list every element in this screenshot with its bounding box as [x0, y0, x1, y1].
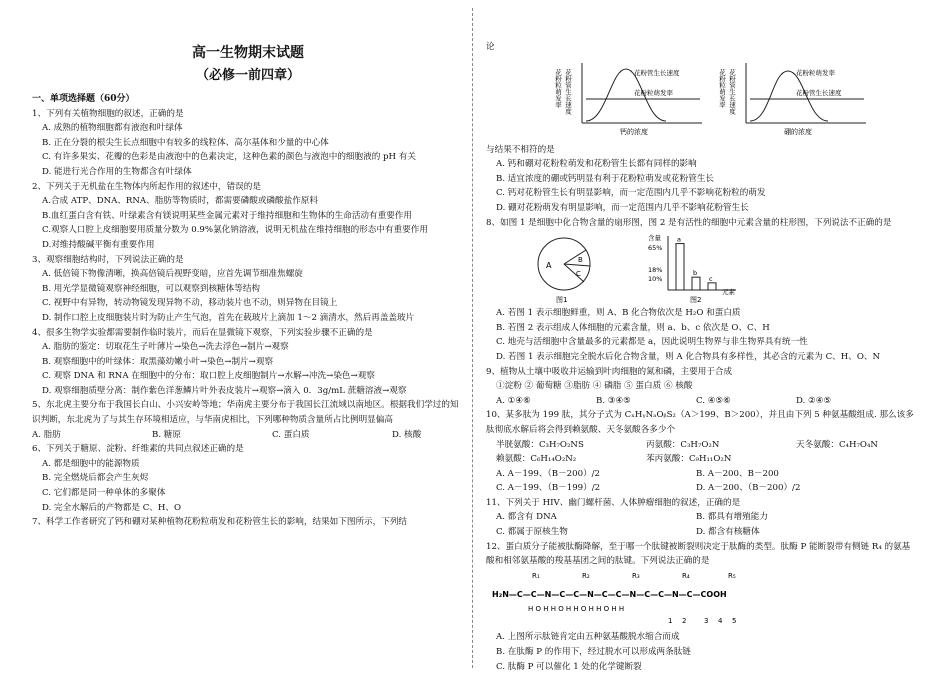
amino-acid-lys: 赖氨酸：C₆H₁₄O₂N₂ [496, 454, 577, 465]
question-1 [32, 107, 464, 180]
option-b: B. 完全燃烧后都会产生灰烬 [42, 473, 149, 484]
bar-b [692, 277, 700, 290]
pie-label-a: A [546, 261, 552, 271]
graph1-curve2-label: 花粉粒萌发率 [634, 88, 673, 97]
option-d: D.对维持酸碱平衡有重要作用 [42, 239, 155, 250]
question-stem: 2、下列关于无机盐在生物体内所起作用的叙述中，错误的是 [32, 181, 261, 192]
question-8 [486, 216, 914, 365]
graph1-xlabel: 钙的浓度 [620, 127, 648, 136]
option-a: A. ①④⑥ [496, 395, 531, 406]
arrow-4: 4 [718, 616, 723, 625]
peptide-substituents: H O H H O H H O H H O H H [528, 604, 625, 613]
amino-acids-row-1 [486, 438, 914, 453]
graph1-curve1-label: 花粉管生长速度 [634, 68, 680, 77]
arrow-3: 3 [704, 616, 709, 625]
question-stem: 6、下列关于糖原、淀粉、纤维素的共同点叙述正确的是 [32, 444, 244, 455]
options-row-1 [486, 467, 914, 482]
q7-option-b: B. 适宜浓度的硼或钙明显有利于花粉粒萌发或花粉管生长 [496, 173, 715, 184]
options-row-1 [486, 510, 914, 525]
question-stem: 10、某多肽为 199 肽，其分子式为 CₓHᵧNₐOᵦS₂（A＞199、B＞200），并且由下列 5 种氨基酸组成. 那么该多肽彻底水解后将会得到赖氨酸、天冬氨酸各多少个 [486, 410, 914, 435]
option-a: A. 脂肪的鉴定：切取花生子叶薄片→染色→洗去浮色→制片→观察 [42, 342, 289, 353]
bar-figure [646, 232, 756, 304]
option-c: C. 地壳与活细胞中含量最多的元素都是 a，因此说明生物界与非生物界具有统一性 [496, 337, 808, 348]
question-stem: 1、下列有关植物细胞的叙述，正确的是 [32, 108, 184, 119]
option-b: B. ③④⑤ [596, 395, 631, 406]
option-b: B. A－200、B－200 [696, 468, 779, 479]
question-stem: 9、植物从土壤中吸收并运输到叶肉细胞的氮和磷，主要用于合成 [486, 366, 733, 377]
question-stem: 8、如图 1 是细胞中化合物含量的扇形图，图 2 是有活性的细胞中元素含量的柱形图，下列说法不正确的是 [486, 217, 892, 228]
section-heading: 一、单项选择题（60分） [32, 94, 135, 104]
question-10 [486, 408, 914, 496]
bar-marks [676, 236, 716, 290]
question-stem: 3、观察细胞结构时，下列说法正确的是 [32, 254, 184, 265]
option-a: A. 都是细胞中的能源物质 [42, 458, 140, 469]
option-a: A. 都含有 DNA [496, 512, 557, 523]
arrow-1: 1 [668, 616, 673, 625]
option-b: B. 糖原 [152, 429, 181, 440]
amino-acid-asp: 天冬氨酸：C₄H₇O₄N [796, 439, 878, 450]
option-c: C. 蛋白质 [272, 429, 310, 440]
boron-graph [720, 59, 870, 137]
q7-option-d: D. 硼对花粉萌发有明显影响，而一定范围内几乎不影响花粉管生长 [496, 202, 749, 213]
option-a: A. 低倍镜下物像清晰，换高倍镜后视野变暗，应首先调节细准焦螺旋 [42, 269, 303, 280]
bar-caption: 图2 [690, 296, 702, 305]
question-5 [32, 398, 464, 442]
question-stem: 4、很多生物学实验都需要制作临时装片，而后在显微镜下观察，下列实验步骤不正确的是 [32, 327, 373, 338]
question-7-stem: 7、科学工作者研究了钙和硼对某种植物花粉粒萌发和花粉管生长的影响，结果如下图所示，下列结 [32, 517, 408, 528]
bar-label-b: b [693, 269, 698, 278]
bar-xlabel: 元素 [722, 288, 735, 297]
option-d: D. 完全水解后的产物都是 C、H、O [42, 502, 182, 513]
option-a: A.合成 ATP、DNA、RNA、脂肪等物质时，都需要磷酸或磷酸盐作原料 [42, 196, 318, 207]
question-stem: 12、蛋白质分子能被肽酶降解，至于哪一个肽键被断裂则决定于肽酶的类型。肽酶 P 能断裂带有侧链 R₄ 的氨基酸和相邻氨基酸的羧基基团之间的肽键。下列说法正确的是 [486, 541, 911, 567]
question-stem: 11、下列关于 HIV、幽门螺杆菌、人体肿瘤细胞的叙述，正确的是 [486, 497, 741, 508]
option-c: C. 它们都是同一种单体的多聚体 [42, 488, 166, 499]
option-c: C. 有许多果实、花瓣的色彩是由液泡中的色素决定，这种色素的颜色与液泡中的细胞液的 pH 有关 [42, 152, 416, 163]
question-9 [486, 365, 914, 409]
option-a: A. 成熟的植物细胞都有液泡和叶绿体 [42, 123, 183, 134]
option-c: C. A－199、（B－199）/2 [496, 483, 601, 494]
option-b: B. 用光学显微镜观察神经细胞，可以观察到核糖体等结构 [42, 283, 261, 294]
option-d: D. 观察细胞质壁分离：制作紫色洋葱鳞片叶外表皮装片→观察→滴入 0．3g/mL 蔗糖溶液→观察 [42, 385, 407, 396]
option-c: C. 肽酶 P 可以催化 1 处的化学键断裂 [496, 661, 642, 672]
bar-label-c: c [709, 275, 713, 284]
pie-line-3 [564, 264, 584, 282]
pie-label-b: B [578, 256, 583, 265]
option-c: C. ④⑤⑥ [696, 395, 731, 406]
question-stem: 5、东北虎主要分布于我国长白山、小兴安岭等地；华南虎主要分布于我国长江流域以南地区。根据我们学过的知识判断，东北虎为了与其生存环境相适应，与华南虎相比，下列哪种物质含量所占比例明显偏高 [32, 400, 459, 426]
option-c: C. 观察 DNA 和 RNA 在细胞中的分布：取口腔上皮细胞制片→水解→冲洗→染色→观察 [42, 371, 375, 382]
question-3 [32, 253, 464, 326]
arrow-2: 2 [682, 616, 687, 625]
pie-caption: 图1 [556, 296, 568, 305]
options-row [486, 394, 914, 409]
options-row-2 [486, 525, 914, 540]
pie-figure [526, 232, 606, 304]
option-d: D. 若图 1 表示细胞完全脱水后化合物含量，则 A 化合物具有多样性，其必含的元素为 C、H、O、N [496, 351, 880, 362]
graph2-curve2-label: 花粉管生长速度 [796, 88, 842, 97]
column-divider [472, 8, 473, 668]
option-a: A. 若图 1 表示细胞鲜重，则 A、B 化合物依次是 H₂O 和蛋白质 [496, 308, 741, 319]
graph1-ylabel-b: 花粉管生长速度 [564, 68, 572, 115]
options-row [32, 428, 464, 443]
q7-graphs [556, 59, 914, 137]
q9-items: ①淀粉 ② 葡萄糖 ③脂肪 ④ 磷脂 ⑤ 蛋白质 ⑥ 核酸 [496, 381, 693, 392]
question-2 [32, 180, 464, 253]
graph1-ylabel-a: 花粉粒萌发率 [554, 68, 562, 108]
option-b: B. 观察细胞中的叶绿体：取黑藻幼嫩小叶→染色→制片→观察 [42, 356, 274, 367]
q7-option-a: A. 钙和硼对花粉粒萌发和花粉管生长都有同样的影响 [496, 159, 697, 170]
option-a: A. 脂肪 [32, 429, 61, 440]
r-label-3: R₃ [632, 571, 640, 580]
option-d: D. 制作口腔上皮细胞装片时为防止产生气泡，首先在载玻片上滴加 1～2 滴清水，然后再盖盖玻片 [42, 312, 415, 323]
peptide-chain: H₂N—C—C—N—C—C—N—C—C—N—C—C—N—C—COOH [492, 589, 727, 599]
pie-label-c: C [576, 270, 581, 279]
pie-line-2 [564, 264, 590, 266]
option-b: B.血红蛋白含有铁、叶绿素含有镁说明某些金属元素对于维持细胞和生物体的生命活动有重要作用 [42, 210, 412, 221]
amino-acid-ala: 丙氨酸：C₃H₇O₂N [646, 439, 720, 450]
left-column [32, 42, 464, 530]
option-d: D. 核酸 [392, 429, 422, 440]
bar-tick-1: 65% [648, 244, 663, 253]
option-b: B. 若图 2 表示组成人体细胞的元素含量，则 a、b、c 依次是 O、C、H [496, 322, 770, 333]
arrow-5: 5 [732, 616, 737, 625]
bar-tick-3: 10% [648, 275, 663, 284]
question-7-continued-2: 与结果不相符的是 [486, 144, 555, 155]
option-d: D. A－200、（B－200）/2 [696, 483, 801, 494]
question-6 [32, 442, 464, 515]
option-c: C.观察人口腔上皮细胞要用质量分数为 0.9%氯化钠溶液，说明无机盐在维持细胞的形态中有重要作用 [42, 225, 428, 236]
option-b: B. 都具有增殖能力 [696, 512, 768, 523]
option-d: D. 都含有核糖体 [696, 527, 760, 538]
option-b: B. 正在分裂的根尖生长点细胞中有较多的线粒体、高尔基体和少量的中心体 [42, 137, 329, 148]
option-c: C. 都属于原核生物 [496, 527, 568, 538]
exam-title: 高一生物期末试题 [192, 45, 304, 61]
bar-a [676, 244, 684, 290]
question-12 [486, 540, 914, 674]
r-label-1: R₁ [532, 571, 540, 580]
option-a: A. 上图所示肽链肯定由五种氨基酸脱水缩合而成 [496, 632, 680, 643]
graph2-ylabel-b: 花粉管生长速度 [728, 68, 736, 115]
q8-figures [526, 232, 914, 304]
question-11 [486, 496, 914, 540]
r-label-5: R₅ [728, 571, 736, 580]
option-b: B. 在肽酶 P 的作用下，经过脱水可以形成两条肽链 [496, 647, 691, 658]
bar-label-a: a [677, 235, 681, 244]
option-d: D. 能进行光合作用的生物都含有叶绿体 [42, 166, 192, 177]
bar-tick-2: 18% [648, 266, 663, 275]
amino-acids-row-2 [486, 452, 914, 467]
graph2-ylabel-a: 花粉粒萌发率 [718, 68, 726, 108]
r-label-2: R₂ [582, 571, 590, 580]
r-label-4: R₄ [682, 571, 690, 580]
bar-ylabel: 含量 [648, 234, 661, 243]
amino-acid-phe: 苯丙氨酸：C₉H₁₁O₂N [646, 454, 732, 465]
graph2-xlabel: 硼的浓度 [784, 127, 812, 136]
option-c: C. 视野中有异物，转动物镜发现异物不动，移动装片也不动，则异物在目镜上 [42, 298, 338, 309]
option-d: D. ②④⑤ [796, 395, 832, 406]
question-7-continued: 论 [486, 42, 495, 52]
calcium-graph [556, 59, 706, 137]
options-row-2 [486, 481, 914, 496]
question-4 [32, 326, 464, 399]
exam-subtitle: （必修一前四章） [195, 68, 300, 83]
bar-c [708, 283, 716, 290]
graph2-curve1-label: 花粉粒萌发率 [796, 68, 835, 77]
option-a: A. A－199、（B－200）/2 [496, 468, 601, 479]
peptide-formula [490, 569, 820, 625]
q7-option-c: C. 钙对花粉管生长有明显影响，而一定范围内几乎不影响花粉粒的萌发 [496, 188, 766, 199]
amino-acid-cys: 半胱氨酸：C₃H₇O₂NS [496, 439, 584, 450]
right-column [486, 40, 914, 674]
